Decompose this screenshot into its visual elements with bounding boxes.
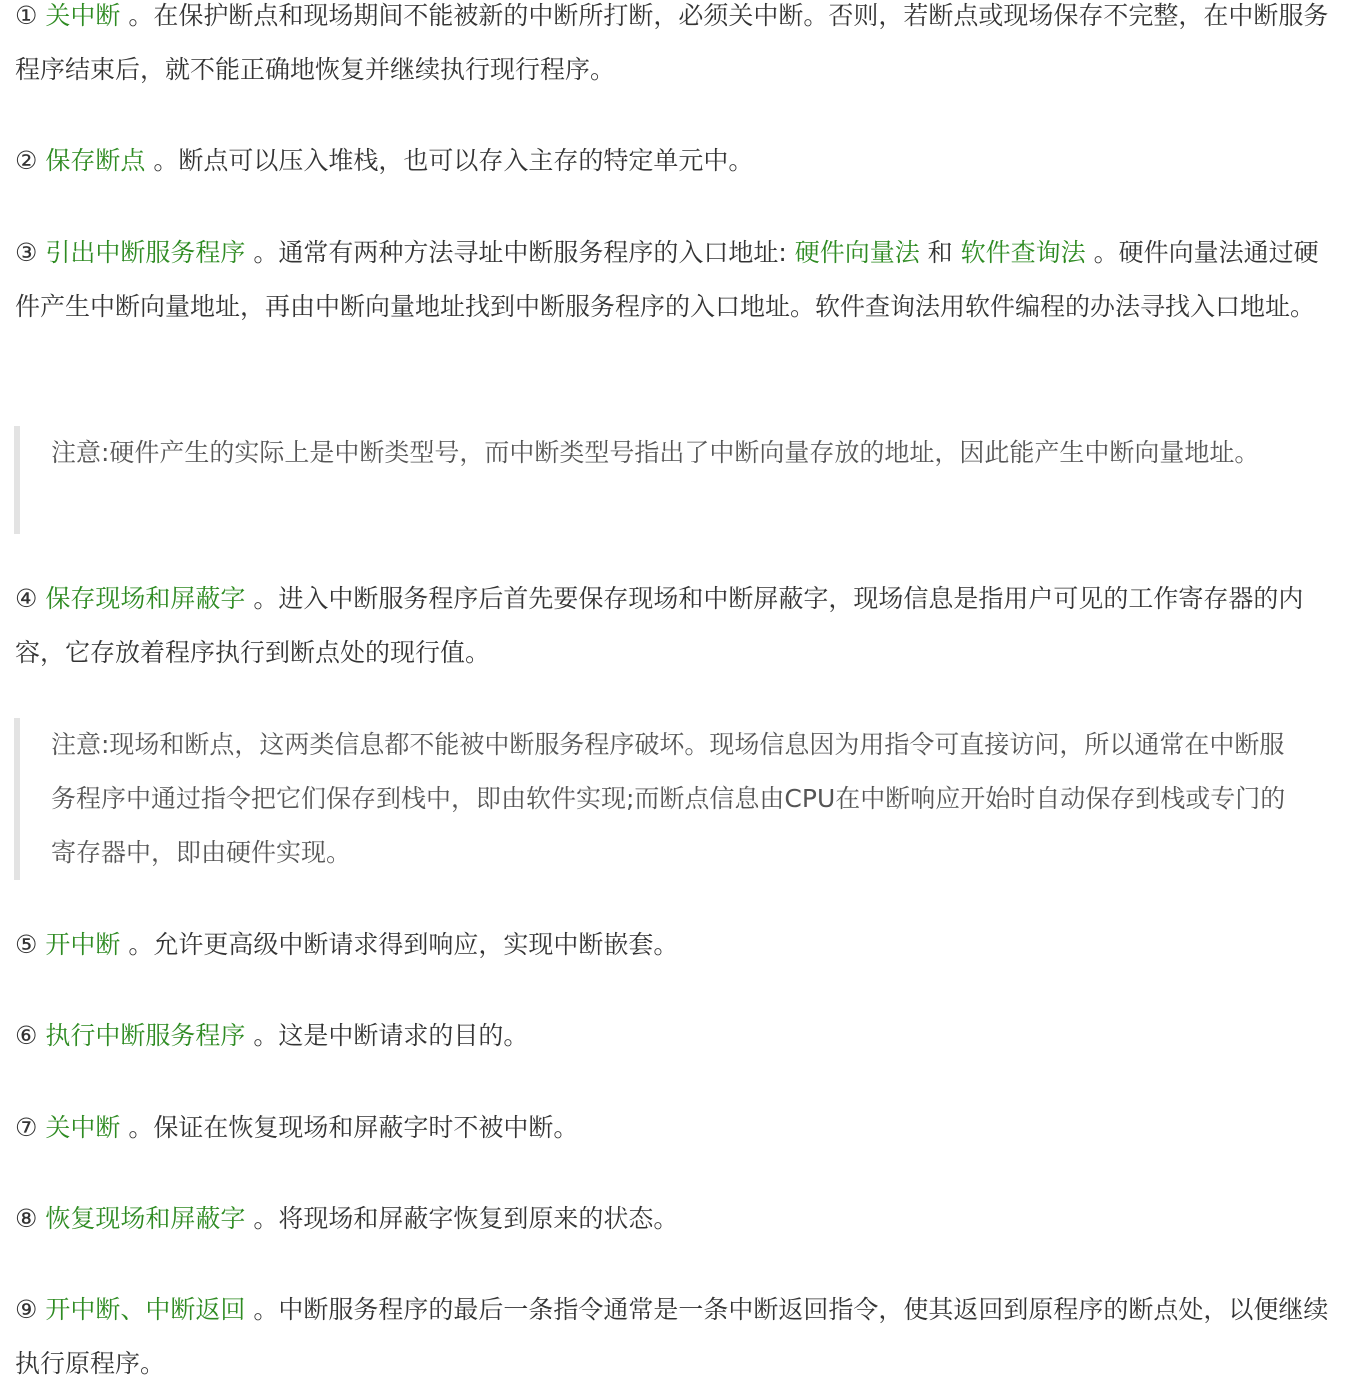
step-text: 。通常有两种方法寻址中断服务程序的入口地址:	[245, 238, 795, 267]
step-text: 。将现场和屏蔽字恢复到原来的状态。	[245, 1204, 679, 1233]
step-2	[15, 134, 1335, 188]
step-term: 恢复现场和屏蔽字	[45, 1204, 246, 1233]
step-number: ⑨	[15, 1295, 38, 1324]
step-text: 和	[919, 238, 961, 267]
step-text: 。在保护断点和现场期间不能被新的中断所打断，必须关中断。否则，若断点或现场保存不完整，在中断服务程序结束后，就不能正确地恢复并继续执行现行程序。	[15, 1, 1329, 84]
step-term: 关中断	[45, 1113, 121, 1142]
step-number: ④	[15, 584, 38, 613]
step-term: 引出中断服务程序	[45, 238, 246, 267]
step-term-hardware-vector: 硬件向量法	[794, 238, 920, 267]
step-number: ⑤	[15, 930, 38, 959]
step-text: 。硬件向量法通过硬件产生中断向量地址，再由中断向量地址找到中断服务程序的入口地址。软件查询法用软件编程的办法寻找入口地址。	[15, 238, 1319, 321]
step-term: 关中断	[45, 1, 121, 30]
step-text: 。允许更高级中断请求得到响应，实现中断嵌套。	[120, 930, 679, 959]
step-text: 。这是中断请求的目的。	[245, 1021, 529, 1050]
step-number: ⑦	[15, 1113, 38, 1142]
step-number: ③	[15, 238, 38, 267]
step-number: ①	[15, 1, 38, 30]
step-term: 执行中断服务程序	[45, 1021, 246, 1050]
step-term: 开中断	[45, 930, 121, 959]
step-7	[15, 1101, 1335, 1155]
note-text: 注意:硬件产生的实际上是中断类型号，而中断类型号指出了中断向量存放的地址，因此能产生中断向量地址。	[51, 438, 1260, 467]
step-number: ⑧	[15, 1204, 38, 1233]
step-term-software-query: 软件查询法	[960, 238, 1086, 267]
note-block-2	[14, 718, 1304, 880]
step-1	[15, 0, 1335, 97]
note-block-1	[14, 426, 1304, 534]
step-number: ②	[15, 146, 38, 175]
step-8	[15, 1192, 1335, 1246]
step-6	[15, 1009, 1335, 1063]
step-text: 。中断服务程序的最后一条指令通常是一条中断返回指令，使其返回到原程序的断点处，以便继续执行原程序。	[15, 1295, 1329, 1378]
step-4	[15, 572, 1335, 680]
step-3	[15, 226, 1335, 334]
step-9	[15, 1283, 1335, 1391]
step-text: 。保证在恢复现场和屏蔽字时不被中断。	[120, 1113, 579, 1142]
step-term: 保存现场和屏蔽字	[45, 584, 246, 613]
step-term: 保存断点	[45, 146, 146, 175]
step-text: 。断点可以压入堆栈，也可以存入主存的特定单元中。	[145, 146, 754, 175]
note-text: 注意:现场和断点，这两类信息都不能被中断服务程序破坏。现场信息因为用指令可直接访问，所以通常在中断服务程序中通过指令把它们保存到栈中，即由软件实现;而断点信息由CPU在中断响应开始时自动保存到栈或专门的寄存器中，即由硬件实现。	[51, 730, 1286, 867]
step-term: 开中断、中断返回	[45, 1295, 246, 1324]
step-5	[15, 918, 1335, 972]
step-number: ⑥	[15, 1021, 38, 1050]
step-text: 。进入中断服务程序后首先要保存现场和中断屏蔽字，现场信息是指用户可见的工作寄存器的内容，它存放着程序执行到断点处的现行值。	[15, 584, 1304, 667]
